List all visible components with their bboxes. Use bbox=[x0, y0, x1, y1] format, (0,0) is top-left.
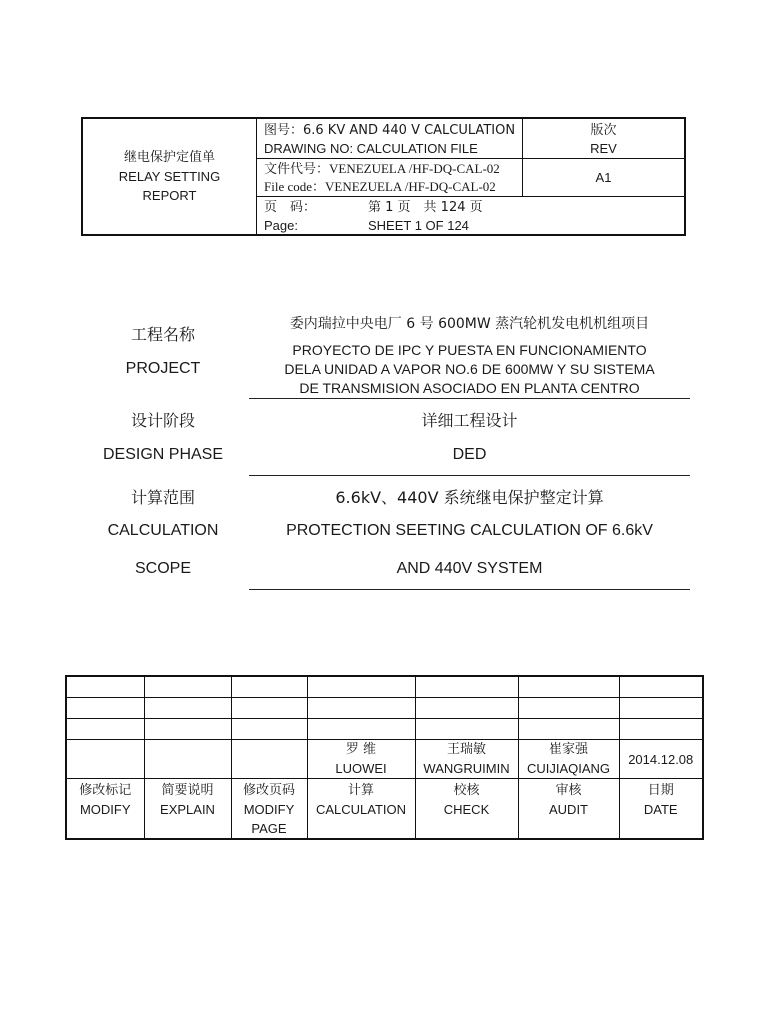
column-label-en: AUDIT bbox=[549, 802, 588, 817]
checker-name-en: WANGRUIMIN bbox=[423, 761, 510, 776]
signature-names-row bbox=[66, 740, 703, 779]
project-divider bbox=[249, 398, 690, 399]
revision-label-cn: 版次 bbox=[590, 123, 617, 138]
table-cell bbox=[66, 676, 144, 698]
calculation-header bbox=[307, 779, 415, 840]
drawing-number-cell bbox=[257, 119, 523, 159]
calculator-name-cn: 罗 维 bbox=[345, 742, 377, 757]
column-label-cn: 简要说明 bbox=[161, 783, 214, 798]
project-name-es bbox=[249, 341, 690, 398]
column-label-cn: 修改标记 bbox=[79, 783, 132, 798]
checker-name-cn: 王瑞敏 bbox=[446, 742, 486, 757]
table-cell bbox=[231, 740, 307, 779]
page-row-en bbox=[264, 217, 684, 235]
signature-table bbox=[65, 675, 704, 840]
table-cell bbox=[66, 740, 144, 779]
column-label-en: MODIFY bbox=[243, 802, 295, 817]
file-code-cell bbox=[257, 159, 523, 197]
scope-label-cn: 计算范围 bbox=[130, 488, 195, 507]
table-cell bbox=[144, 698, 231, 719]
file-code-cn: 文件代号：VENEZUELA /HF-DQ-CAL-02 bbox=[264, 161, 500, 176]
page-label-cn: 页 码： bbox=[264, 200, 317, 215]
column-label-en: CHECK bbox=[443, 802, 490, 817]
project-name-es-line-1: PROYECTO DE IPC Y PUESTA EN FUNCIONAMIENTO bbox=[292, 342, 647, 358]
table-cell bbox=[518, 698, 619, 719]
modify-mark-header bbox=[66, 779, 144, 840]
drawing-number-en: DRAWING NO: CALCULATION FILE bbox=[264, 141, 478, 156]
table-cell bbox=[307, 719, 415, 740]
revision-header-cell bbox=[523, 119, 684, 159]
report-title-en-2: REPORT bbox=[142, 188, 197, 203]
date-value-cell bbox=[619, 740, 703, 779]
table-row bbox=[66, 676, 703, 698]
table-row bbox=[66, 698, 703, 719]
column-label-cn: 修改页码 bbox=[242, 783, 295, 798]
calculator-name-en: LUOWEI bbox=[335, 761, 387, 776]
project-name-es-line-3: DE TRANSMISION ASOCIADO EN PLANTA CENTRO bbox=[299, 380, 640, 396]
table-cell bbox=[619, 719, 703, 740]
table-row bbox=[66, 719, 703, 740]
table-cell bbox=[144, 719, 231, 740]
table-cell bbox=[415, 676, 518, 698]
design-phase-label-en: DESIGN PHASE bbox=[102, 446, 224, 463]
page-value-en: SHEET 1 OF 124 bbox=[368, 218, 469, 233]
column-label-en: EXPLAIN bbox=[160, 802, 215, 817]
project-label-en: PROJECT bbox=[125, 360, 201, 377]
column-label-cn: 计算 bbox=[347, 783, 374, 798]
page-label-en: Page: bbox=[264, 218, 298, 233]
table-cell bbox=[66, 719, 144, 740]
page-row-cn bbox=[264, 199, 684, 217]
scope-label-en-1: CALCULATION bbox=[107, 522, 219, 539]
table-cell bbox=[66, 698, 144, 719]
project-name-es-line-2: DELA UNIDAD A VAPOR NO.6 DE 600MW Y SU SISTEMA bbox=[284, 361, 655, 377]
revision-value-cell bbox=[523, 159, 684, 197]
checker-name-cell bbox=[415, 740, 518, 779]
table-cell bbox=[144, 740, 231, 779]
audit-header bbox=[518, 779, 619, 840]
scope-label-en-2: SCOPE bbox=[134, 560, 191, 577]
table-cell bbox=[307, 698, 415, 719]
report-title-cn: 继电保护定值单 bbox=[123, 150, 215, 165]
column-label-en: CALCULATION bbox=[315, 802, 407, 817]
explain-header bbox=[144, 779, 231, 840]
column-label-cn: 日期 bbox=[647, 783, 674, 798]
date-value: 2014.12.08 bbox=[628, 751, 694, 767]
column-label-en: DATE bbox=[643, 802, 678, 817]
scope-value-en-1: PROTECTION SEETING CALCULATION OF 6.6kV bbox=[286, 522, 653, 539]
design-phase-value-cn: 详细工程设计 bbox=[421, 411, 518, 430]
report-title-en-1: RELAY SETTING bbox=[118, 169, 221, 184]
column-label-cn: 审核 bbox=[555, 783, 582, 798]
scope-value-en-2: AND 440V SYSTEM bbox=[396, 560, 543, 577]
auditor-name-cell bbox=[518, 740, 619, 779]
table-cell bbox=[144, 676, 231, 698]
title-block bbox=[81, 117, 686, 236]
project-name-cn: 委内瑞拉中央电厂 6 号 600MW 蒸汽轮机发电机机组项目 bbox=[289, 316, 650, 332]
table-cell bbox=[231, 719, 307, 740]
file-code-en: File code：VENEZUELA /HF-DQ-CAL-02 bbox=[264, 179, 496, 194]
table-cell bbox=[415, 719, 518, 740]
scope-value-cn: 6.6kV、440V 系统继电保护整定计算 bbox=[335, 488, 604, 507]
modify-page-header bbox=[231, 779, 307, 840]
design-phase-divider bbox=[249, 475, 690, 476]
revision-label-en: REV bbox=[590, 141, 617, 156]
scope-divider bbox=[249, 589, 690, 590]
project-label-cn: 工程名称 bbox=[130, 325, 195, 344]
page-value-cn: 第 1 页 共 124 页 bbox=[368, 200, 483, 215]
column-label-cn: 校核 bbox=[453, 783, 480, 798]
design-phase-label-cn: 设计阶段 bbox=[130, 411, 195, 430]
page-number-cell bbox=[257, 197, 684, 234]
column-label-en: MODIFY bbox=[79, 802, 131, 817]
design-phase-value-en: DED bbox=[452, 446, 487, 463]
report-title-cell bbox=[83, 119, 257, 234]
auditor-name-en: CUIJIAQIANG bbox=[526, 761, 611, 776]
signature-labels-row bbox=[66, 779, 703, 840]
table-cell bbox=[231, 676, 307, 698]
column-label-en-2: PAGE bbox=[251, 821, 287, 836]
calculator-name-cell bbox=[307, 740, 415, 779]
drawing-number-cn: 图号：6.6 KV AND 440 V CALCULATION bbox=[264, 123, 516, 138]
auditor-name-cn: 崔家强 bbox=[548, 742, 588, 757]
table-cell bbox=[619, 676, 703, 698]
table-cell bbox=[231, 698, 307, 719]
table-cell bbox=[415, 698, 518, 719]
table-cell bbox=[307, 676, 415, 698]
table-cell bbox=[518, 676, 619, 698]
table-cell bbox=[518, 719, 619, 740]
check-header bbox=[415, 779, 518, 840]
revision-value: A1 bbox=[595, 169, 612, 185]
date-header bbox=[619, 779, 703, 840]
table-cell bbox=[619, 698, 703, 719]
